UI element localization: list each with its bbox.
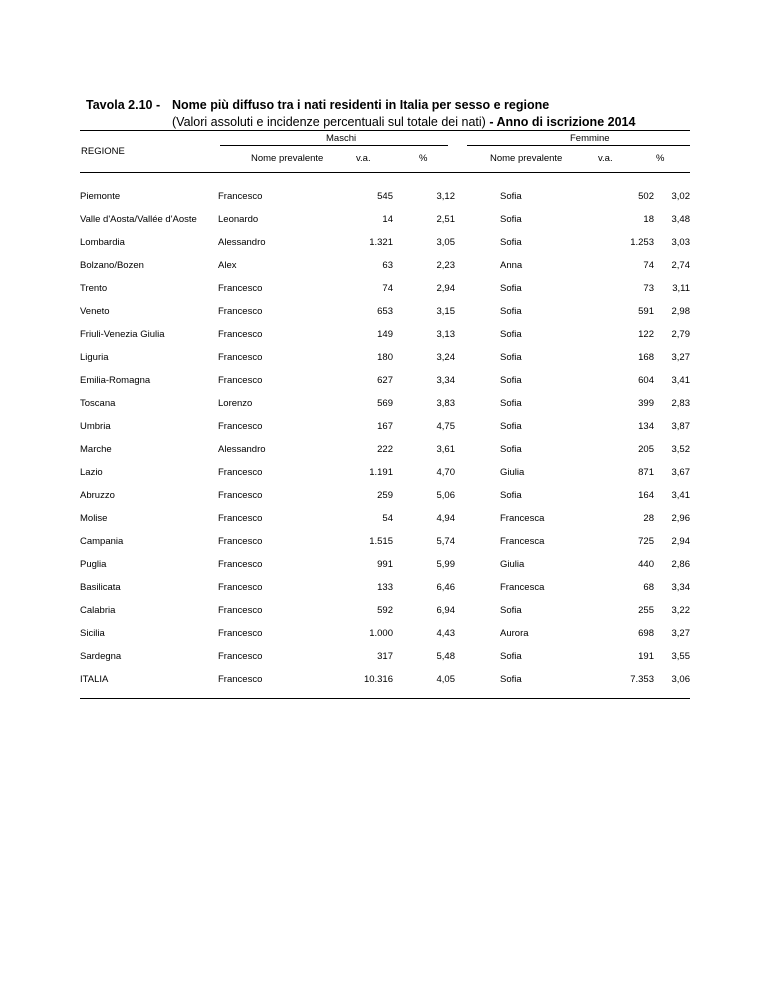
maschi-name-cell: Francesco <box>218 536 263 547</box>
maschi-va-cell: 991 <box>377 559 393 570</box>
femmine-pct-cell: 3,48 <box>671 214 690 225</box>
femmine-name-cell: Sofia <box>500 490 522 501</box>
femmine-pct-cell: 3,67 <box>671 467 690 478</box>
column-gap <box>455 185 500 208</box>
maschi-name-cell: Francesco <box>218 467 263 478</box>
maschi-name-cell: Francesco <box>218 421 263 432</box>
maschi-name-cell: Francesco <box>218 283 263 294</box>
femmine-name-cell: Sofia <box>500 651 522 662</box>
column-gap <box>455 553 500 576</box>
maschi-pct-cell: 2,51 <box>436 214 455 225</box>
femmine-pct-cell: 3,22 <box>671 605 690 616</box>
maschi-pct-cell: 3,83 <box>436 398 455 409</box>
femmine-pct-cell: 2,79 <box>671 329 690 340</box>
femmine-va-cell: 440 <box>638 559 654 570</box>
region-cell: Lombardia <box>80 237 125 248</box>
maschi-pct-cell: 4,70 <box>436 467 455 478</box>
maschi-pct-cell: 3,15 <box>436 306 455 317</box>
femmine-va-cell: 18 <box>643 214 654 225</box>
femmine-name-cell: Sofia <box>500 674 522 685</box>
maschi-va-cell: 167 <box>377 421 393 432</box>
femmine-pct-cell: 2,98 <box>671 306 690 317</box>
femmine-name-cell: Sofia <box>500 398 522 409</box>
maschi-va-cell: 545 <box>377 191 393 202</box>
maschi-va-cell: 1.321 <box>369 237 393 248</box>
column-gap <box>455 415 500 438</box>
subtitle-year: - Anno di iscrizione 2014 <box>489 115 636 129</box>
maschi-pct-cell: 5,06 <box>436 490 455 501</box>
table-row <box>80 415 690 438</box>
region-cell: Trento <box>80 283 108 294</box>
table-row <box>80 323 690 346</box>
maschi-name-cell: Francesco <box>218 490 263 501</box>
femmine-name-cell: Anna <box>500 260 523 271</box>
header-f-nome: Nome prevalente <box>490 153 563 164</box>
maschi-pct-cell: 4,05 <box>436 674 455 685</box>
data-table-body <box>80 185 690 691</box>
column-gap <box>455 231 500 254</box>
column-gap <box>455 346 500 369</box>
table-row <box>80 392 690 415</box>
femmine-va-cell: 164 <box>638 490 654 501</box>
region-cell: Marche <box>80 444 112 455</box>
femmine-pct-cell: 3,87 <box>671 421 690 432</box>
maschi-name-cell: Francesco <box>218 306 263 317</box>
maschi-pct-cell: 3,61 <box>436 444 455 455</box>
maschi-va-cell: 1.515 <box>369 536 393 547</box>
table-row <box>80 300 690 323</box>
maschi-name-cell: Francesco <box>218 191 263 202</box>
femmine-name-cell: Giulia <box>500 467 525 478</box>
column-gap <box>455 599 500 622</box>
table-row <box>80 484 690 507</box>
femmine-pct-cell: 3,27 <box>671 352 690 363</box>
femmine-pct-cell: 2,86 <box>671 559 690 570</box>
region-cell: Toscana <box>80 398 116 409</box>
maschi-pct-cell: 5,74 <box>436 536 455 547</box>
table-row <box>80 231 690 254</box>
region-cell: Liguria <box>80 352 109 363</box>
maschi-name-cell: Alessandro <box>218 444 266 455</box>
maschi-name-cell: Francesco <box>218 582 263 593</box>
femmine-name-cell: Giulia <box>500 559 525 570</box>
femmine-pct-cell: 3,02 <box>671 191 690 202</box>
femmine-pct-cell: 3,06 <box>671 674 690 685</box>
maschi-name-cell: Francesco <box>218 513 263 524</box>
femmine-pct-cell: 2,96 <box>671 513 690 524</box>
column-gap <box>455 530 500 553</box>
top-rule <box>80 130 690 131</box>
femmine-pct-cell: 2,83 <box>671 398 690 409</box>
femmine-pct-cell: 2,94 <box>671 536 690 547</box>
table-row <box>80 668 690 691</box>
table-row <box>80 461 690 484</box>
femmine-va-cell: 591 <box>638 306 654 317</box>
column-gap <box>455 438 500 461</box>
table-row <box>80 185 690 208</box>
femmine-rule <box>467 145 690 146</box>
region-cell: Basilicata <box>80 582 121 593</box>
femmine-name-cell: Aurora <box>500 628 529 639</box>
femmine-va-cell: 28 <box>643 513 654 524</box>
maschi-name-cell: Francesco <box>218 375 263 386</box>
maschi-pct-cell: 3,24 <box>436 352 455 363</box>
region-cell: Piemonte <box>80 191 121 202</box>
maschi-name-cell: Lorenzo <box>218 398 253 409</box>
femmine-va-cell: 698 <box>638 628 654 639</box>
femmine-name-cell: Francesca <box>500 513 545 524</box>
femmine-va-cell: 205 <box>638 444 654 455</box>
femmine-va-cell: 399 <box>638 398 654 409</box>
maschi-va-cell: 592 <box>377 605 393 616</box>
femmine-name-cell: Sofia <box>500 306 522 317</box>
femmine-pct-cell: 3,52 <box>671 444 690 455</box>
table-row <box>80 507 690 530</box>
maschi-va-cell: 14 <box>382 214 393 225</box>
region-cell: Friuli-Venezia Giulia <box>80 329 165 340</box>
region-cell: Umbria <box>80 421 111 432</box>
maschi-name-cell: Alessandro <box>218 237 266 248</box>
table-row <box>80 277 690 300</box>
femmine-name-cell: Sofia <box>500 191 522 202</box>
femmine-va-cell: 74 <box>643 260 654 271</box>
header-regione: REGIONE <box>81 146 125 157</box>
femmine-pct-cell: 3,34 <box>671 582 690 593</box>
maschi-name-cell: Alex <box>218 260 237 271</box>
region-cell: Sardegna <box>80 651 122 662</box>
region-cell: Veneto <box>80 306 110 317</box>
table-row <box>80 645 690 668</box>
column-gap <box>455 484 500 507</box>
header-bottom-rule <box>80 172 690 173</box>
femmine-va-cell: 1.253 <box>630 237 654 248</box>
femmine-va-cell: 871 <box>638 467 654 478</box>
femmine-pct-cell: 3,41 <box>671 490 690 501</box>
maschi-va-cell: 63 <box>382 260 393 271</box>
maschi-va-cell: 259 <box>377 490 393 501</box>
femmine-va-cell: 191 <box>638 651 654 662</box>
table-row <box>80 369 690 392</box>
table-title: Nome più diffuso tra i nati residenti in Italia per sesso e regione <box>172 98 550 112</box>
table-row <box>80 622 690 645</box>
maschi-pct-cell: 2,23 <box>436 260 455 271</box>
region-cell: Campania <box>80 536 124 547</box>
bottom-rule <box>80 698 690 699</box>
femmine-name-cell: Sofia <box>500 352 522 363</box>
maschi-pct-cell: 6,94 <box>436 605 455 616</box>
femmine-name-cell: Sofia <box>500 444 522 455</box>
subtitle-text: (Valori assoluti e incidenze percentuali sul totale dei nati) <box>172 115 486 129</box>
column-gap <box>455 277 500 300</box>
maschi-name-cell: Francesco <box>218 674 263 685</box>
column-gap <box>455 369 500 392</box>
table-row <box>80 208 690 231</box>
header-f-va: v.a. <box>598 153 613 164</box>
maschi-pct-cell: 4,94 <box>436 513 455 524</box>
maschi-name-cell: Leonardo <box>218 214 259 225</box>
maschi-pct-cell: 5,99 <box>436 559 455 570</box>
column-gap <box>455 668 500 691</box>
maschi-va-cell: 569 <box>377 398 393 409</box>
table-row <box>80 553 690 576</box>
table-row <box>80 576 690 599</box>
femmine-va-cell: 122 <box>638 329 654 340</box>
maschi-va-cell: 1.191 <box>369 467 393 478</box>
table-row <box>80 346 690 369</box>
maschi-pct-cell: 3,13 <box>436 329 455 340</box>
header-m-va: v.a. <box>356 153 371 164</box>
region-cell: Puglia <box>80 559 107 570</box>
column-gap <box>455 576 500 599</box>
region-cell: Lazio <box>80 467 103 478</box>
table-title-block <box>86 97 706 131</box>
region-cell: Calabria <box>80 605 116 616</box>
femmine-va-cell: 68 <box>643 582 654 593</box>
column-gap <box>455 208 500 231</box>
maschi-va-cell: 317 <box>377 651 393 662</box>
header-m-pct: % <box>419 153 428 164</box>
header-f-pct: % <box>656 153 665 164</box>
column-gap <box>455 323 500 346</box>
maschi-va-cell: 627 <box>377 375 393 386</box>
maschi-va-cell: 74 <box>382 283 393 294</box>
maschi-pct-cell: 5,48 <box>436 651 455 662</box>
header-maschi: Maschi <box>326 133 357 144</box>
maschi-name-cell: Francesco <box>218 628 263 639</box>
region-cell: ITALIA <box>80 674 109 685</box>
femmine-va-cell: 604 <box>638 375 654 386</box>
maschi-va-cell: 54 <box>382 513 393 524</box>
maschi-pct-cell: 2,94 <box>436 283 455 294</box>
femmine-name-cell: Sofia <box>500 375 522 386</box>
maschi-va-cell: 10.316 <box>363 674 393 685</box>
femmine-name-cell: Sofia <box>500 605 522 616</box>
femmine-name-cell: Sofia <box>500 237 522 248</box>
column-gap <box>455 622 500 645</box>
femmine-name-cell: Francesca <box>500 582 545 593</box>
table-row <box>80 599 690 622</box>
femmine-va-cell: 73 <box>643 283 654 294</box>
maschi-pct-cell: 3,34 <box>436 375 455 386</box>
maschi-va-cell: 1.000 <box>369 628 393 639</box>
maschi-name-cell: Francesco <box>218 559 263 570</box>
femmine-va-cell: 168 <box>638 352 654 363</box>
maschi-va-cell: 149 <box>377 329 393 340</box>
femmine-name-cell: Francesca <box>500 536 545 547</box>
header-femmine: Femmine <box>570 133 610 144</box>
femmine-pct-cell: 3,03 <box>671 237 690 248</box>
column-gap <box>455 461 500 484</box>
column-gap <box>455 645 500 668</box>
region-cell: Valle d'Aosta/Vallée d'Aoste <box>80 214 197 225</box>
data-table <box>80 185 690 691</box>
femmine-pct-cell: 3,11 <box>672 283 690 294</box>
femmine-va-cell: 7.353 <box>630 674 654 685</box>
title-line-2 <box>86 114 706 131</box>
maschi-va-cell: 653 <box>377 306 393 317</box>
maschi-va-cell: 180 <box>377 352 393 363</box>
table-row <box>80 254 690 277</box>
femmine-pct-cell: 3,41 <box>671 375 690 386</box>
maschi-pct-cell: 4,75 <box>436 421 455 432</box>
femmine-va-cell: 502 <box>638 191 654 202</box>
region-cell: Emilia-Romagna <box>80 375 151 386</box>
table-row <box>80 438 690 461</box>
femmine-name-cell: Sofia <box>500 329 522 340</box>
column-gap <box>455 254 500 277</box>
femmine-va-cell: 134 <box>638 421 654 432</box>
maschi-pct-cell: 4,43 <box>436 628 455 639</box>
region-cell: Bolzano/Bozen <box>80 260 144 271</box>
maschi-name-cell: Francesco <box>218 605 263 616</box>
maschi-name-cell: Francesco <box>218 352 263 363</box>
table-number: Tavola 2.10 - <box>86 98 161 112</box>
column-gap <box>455 507 500 530</box>
region-cell: Molise <box>80 513 108 524</box>
region-cell: Abruzzo <box>80 490 115 501</box>
column-gap <box>455 392 500 415</box>
table-subtitle <box>172 114 635 131</box>
femmine-va-cell: 725 <box>638 536 654 547</box>
femmine-pct-cell: 3,27 <box>671 628 690 639</box>
maschi-rule <box>220 145 448 146</box>
header-m-nome: Nome prevalente <box>251 153 324 164</box>
maschi-va-cell: 133 <box>377 582 393 593</box>
column-gap <box>455 300 500 323</box>
maschi-name-cell: Francesco <box>218 329 263 340</box>
table-row <box>80 530 690 553</box>
maschi-va-cell: 222 <box>377 444 393 455</box>
title-line-1 <box>86 97 706 114</box>
femmine-name-cell: Sofia <box>500 421 522 432</box>
femmine-name-cell: Sofia <box>500 214 522 225</box>
region-cell: Sicilia <box>80 628 105 639</box>
femmine-pct-cell: 2,74 <box>671 260 690 271</box>
maschi-pct-cell: 3,12 <box>436 191 455 202</box>
maschi-pct-cell: 3,05 <box>436 237 455 248</box>
femmine-pct-cell: 3,55 <box>671 651 690 662</box>
maschi-name-cell: Francesco <box>218 651 263 662</box>
maschi-pct-cell: 6,46 <box>436 582 455 593</box>
femmine-va-cell: 255 <box>638 605 654 616</box>
femmine-name-cell: Sofia <box>500 283 522 294</box>
